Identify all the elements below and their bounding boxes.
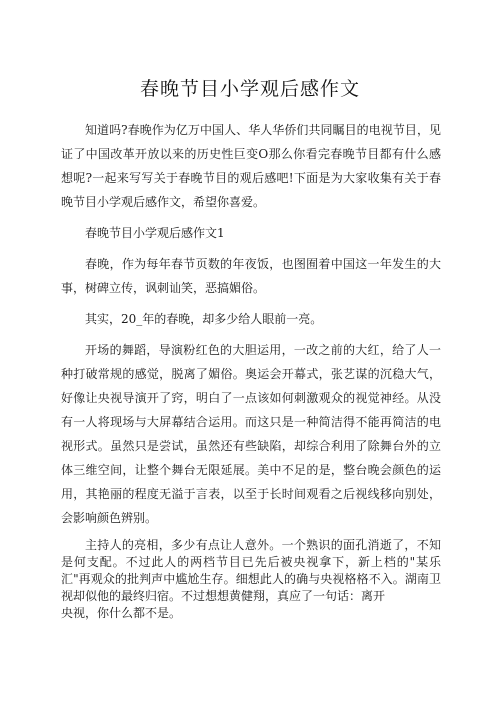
intro-paragraph: 知道吗?春晚作为亿万中国人、华人华侨们共同瞩目的电视节目，见证了中国改革开放以来的历史性巨变O那么你看完春晚节目都有什么感想呢?一起来写写关于春晚节目的观后感吧!下面是为大家收集有关于春晚节目小学观后感作文，希望你喜爱。 — [61, 123, 441, 209]
body-paragraph: 主持人的亮相，多少有点让人意外。一个熟识的面孔消逝了，不知是何支配。不过此人的两档节目已先后被央视拿下，新上档的"某乐汇"再观众的批判声中尴尬生存。细想此人的确与央视格格不入。湖南卫视却似他的最终归宿。不过想想黄健翔，真应了一句话：离开 — [61, 538, 441, 603]
body-paragraph: 春晚，作为每年春节页数的年夜饭，也图囿着中国这一年发生的大事，树碑立传，讽刺讪笑，恶搞媚俗。 — [61, 257, 441, 295]
body-paragraph: 开场的舞蹈，导演粉红色的大胆运用，一改之前的大红，给了人一种打破常规的感觉，脱离了媚俗。奥运会开幕式，张艺谋的沉稳大气，好像让央视导演开了窍，明白了一点该如何刺激观众的视觉神经。从没有一人将现场与大屏幕结合运用。而这只是一种简洁得不能再简洁的电视形式。虽然只是尝试，虽然还有些缺陷，却综合利用了除舞台外的立体三维空间，让整个舞台无限延展。美中不足的是，整台晚会颜色的运用，其艳丽的程度无溢于言表，以至于长时间观看之后视线移向别处，会影响颜色辨别。 — [61, 343, 441, 525]
document-body — [61, 118, 441, 622]
document-title: 春晚节目小学观后感作文 — [139, 78, 360, 100]
section-heading: 春晚节目小学观后感作文1 — [85, 226, 225, 240]
body-paragraph: 其实，20_年的春晚，却多少给人眼前一亮。 — [85, 312, 323, 326]
body-paragraph-continued: 央视，你什么都不是。 — [61, 606, 182, 620]
